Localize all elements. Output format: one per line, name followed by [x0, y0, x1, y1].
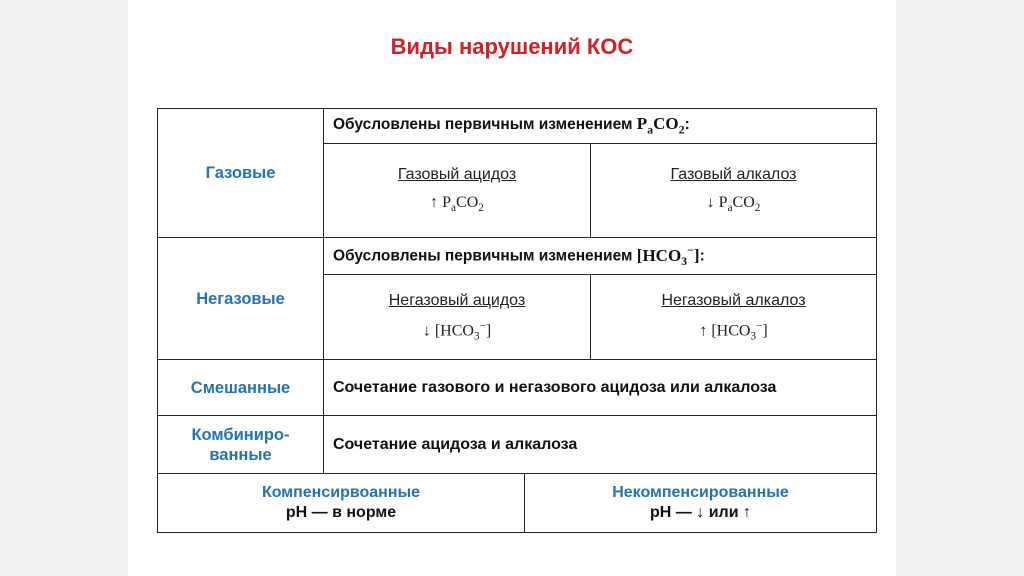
nongas-alkalosis-formula: ↑ $[HCO_3^-]$: [699, 319, 768, 343]
page-title: Виды нарушений КОС: [390, 34, 634, 59]
gas-acidosis-formula: ↑ $P_aCO_2$: [430, 194, 484, 215]
table-row: [158, 109, 877, 144]
gas-alkalosis-formula: ↓ $P_aCO_2$: [706, 194, 761, 215]
gas-header-formula: $P_aCO_2$: [636, 114, 685, 137]
category-nongas: Негазовые: [158, 238, 324, 360]
mixed-description: Сочетание газового и негазового ацидоза или алкалоза: [324, 360, 877, 416]
uncompensated-cell: [525, 474, 877, 533]
category-mixed: Смешанные: [158, 360, 324, 416]
uncompensated-title: Некомпенсированные: [612, 484, 789, 501]
table-row: [158, 416, 877, 474]
nongas-header: Обусловлены первичным изменением $[HCO_3^-]$:: [324, 238, 877, 275]
gas-header: Обусловлены первичным изменением $P_aCO_2$:: [324, 109, 877, 144]
slide: [128, 0, 896, 576]
gas-acidosis-name: Газовый ацидоз: [397, 166, 517, 184]
compensated-ph: pH — в норме: [285, 504, 397, 521]
gas-alkalosis-name: Газовый алкалоз: [670, 166, 797, 184]
compensated-title: Компенсирвоанные: [261, 484, 421, 501]
gas-alkalosis-cell: [591, 144, 877, 238]
nongas-header-formula: $[HCO_3^-]$: [636, 242, 700, 269]
category-gas: Газовые: [158, 109, 324, 238]
nongas-acidosis-formula: ↓ $[HCO_3^-]$: [422, 319, 492, 343]
gas-acidosis-cell: [324, 144, 591, 238]
uncompensated-ph: pH — ↓ или ↑: [650, 504, 751, 521]
table-row: [158, 360, 877, 416]
nongas-alkalosis-name: Негазовый алкалоз: [661, 291, 806, 309]
nongas-alkalosis-cell: [591, 275, 877, 360]
table-row: [158, 474, 877, 533]
kos-table: [157, 108, 877, 533]
gas-header-text: Обусловлены первичным изменением: [333, 116, 633, 134]
nongas-header-text: Обусловлены первичным изменением: [333, 247, 633, 265]
compensated-cell: [158, 474, 525, 533]
nongas-acidosis-cell: [324, 275, 591, 360]
nongas-acidosis-name: Негазовый ацидоз: [388, 291, 526, 309]
table-row: [158, 238, 877, 275]
category-combined: Комбиниро- ванные: [158, 416, 324, 474]
combined-description: Сочетание ацидоза и алкалоза: [324, 416, 877, 474]
